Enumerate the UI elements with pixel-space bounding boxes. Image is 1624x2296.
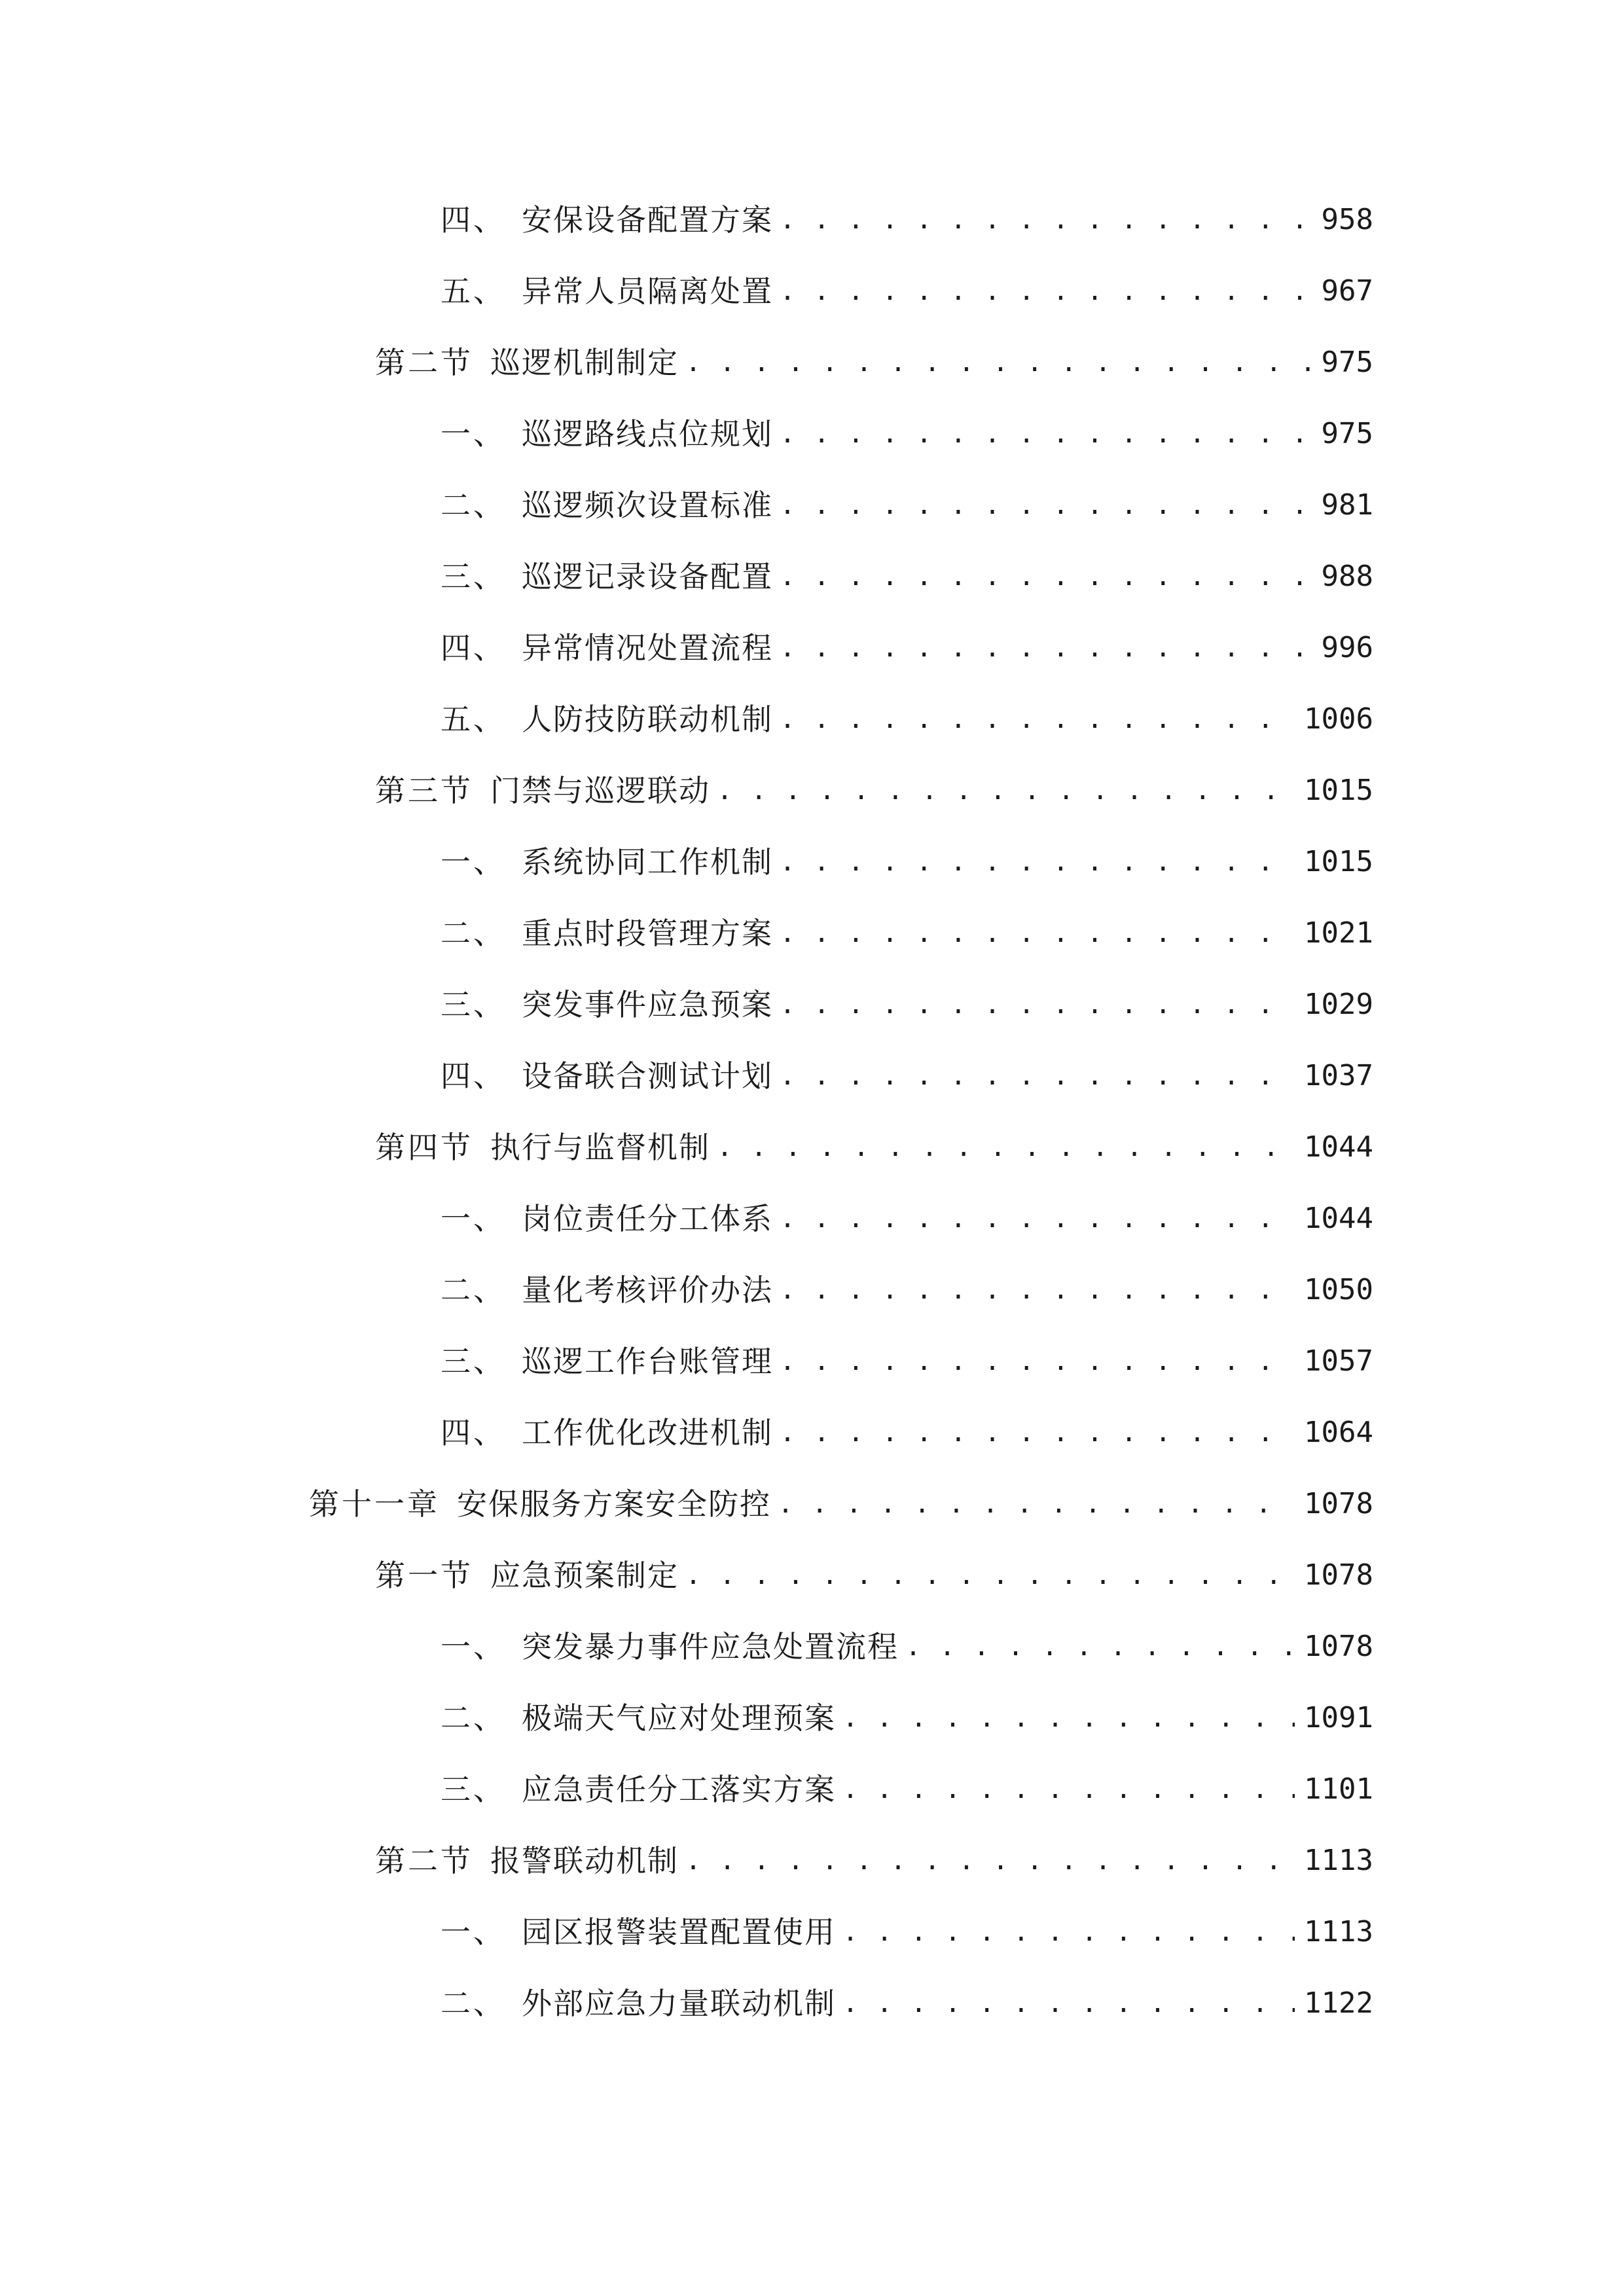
dot-leader: [780, 1407, 1295, 1459]
dot-leader: [905, 1621, 1295, 1673]
toc-entry[interactable]: [441, 1692, 1373, 1744]
toc-entry-page: 981: [1321, 488, 1373, 522]
toc-entry[interactable]: [441, 1763, 1373, 1816]
toc-entry-title: 异常人员隔离处置: [522, 274, 773, 309]
toc-entry-number: 二、: [441, 1272, 506, 1308]
dot-leader: [685, 1835, 1295, 1887]
toc-entry-title: 巡逻记录设备配置: [522, 559, 773, 594]
toc-entry[interactable]: [441, 1193, 1373, 1245]
dot-leader: [842, 1692, 1295, 1744]
toc-entry-page: 967: [1321, 274, 1373, 308]
toc-entry-number: 第十一章: [309, 1486, 440, 1522]
toc-entry[interactable]: [441, 265, 1373, 317]
toc-entry-number: 五、: [441, 274, 506, 309]
dot-leader: [780, 1050, 1295, 1102]
toc-entry-title: 执行与监督机制: [490, 1130, 710, 1165]
dot-leader: [780, 622, 1312, 674]
dot-leader: [780, 479, 1312, 531]
toc-entry[interactable]: [441, 907, 1373, 960]
toc-entry[interactable]: [441, 194, 1373, 246]
toc-entry-page: 1044: [1304, 1130, 1373, 1164]
toc-entry-page: 988: [1321, 560, 1373, 593]
dot-leader: [780, 693, 1295, 745]
toc-entry-page: 1057: [1304, 1344, 1373, 1378]
toc-entry-page: 1122: [1304, 1986, 1373, 2020]
toc-entry-title: 园区报警装置配置使用: [522, 1914, 836, 1950]
toc-entry[interactable]: [375, 764, 1373, 817]
toc-entry-title: 巡逻工作台账管理: [522, 1344, 773, 1379]
toc-entry-number: 五、: [441, 702, 506, 737]
toc-entry-page: 996: [1321, 631, 1373, 664]
dot-leader: [780, 1264, 1295, 1316]
toc-entry-number: 一、: [441, 844, 506, 880]
toc-entry-number: 一、: [441, 1201, 506, 1236]
dot-leader: [780, 907, 1295, 960]
dot-leader: [842, 1977, 1295, 2030]
dot-leader: [685, 336, 1312, 389]
toc-entry-page: 1021: [1304, 916, 1373, 950]
toc-entry-title: 突发暴力事件应急处置流程: [522, 1629, 899, 1664]
toc-entry-number: 第二节: [375, 1843, 473, 1878]
toc-entry-page: 1037: [1304, 1059, 1373, 1092]
toc-entry-title: 应急预案制定: [490, 1558, 679, 1593]
dot-leader: [842, 1763, 1295, 1816]
toc-entry-number: 第二节: [375, 345, 473, 380]
dot-leader: [780, 550, 1312, 603]
toc-entry-number: 二、: [441, 916, 506, 951]
toc-entry-page: 1113: [1304, 1915, 1373, 1948]
dot-leader: [780, 836, 1295, 888]
toc-entry[interactable]: [441, 622, 1373, 674]
toc-entry-page: 1091: [1304, 1701, 1373, 1734]
toc-entry-number: 三、: [441, 987, 506, 1022]
toc-entry-number: 一、: [441, 1629, 506, 1664]
dot-leader: [780, 978, 1295, 1031]
toc-entry-title: 异常情况处置流程: [522, 630, 773, 666]
toc-entry[interactable]: [441, 550, 1373, 603]
toc-entry-number: 第一节: [375, 1558, 473, 1593]
toc-entry-number: 四、: [441, 1058, 506, 1094]
toc-entry-title: 系统协同工作机制: [522, 844, 773, 880]
toc-entry-title: 外部应急力量联动机制: [522, 1986, 836, 2021]
toc-entry-title: 安保服务方案安全防控: [457, 1486, 771, 1522]
toc-entry[interactable]: [441, 693, 1373, 745]
toc-entry-page: 975: [1321, 346, 1373, 379]
toc-entry[interactable]: [441, 836, 1373, 888]
toc-entry[interactable]: [441, 1621, 1373, 1673]
toc-entry-number: 第三节: [375, 773, 473, 808]
dot-leader: [842, 1906, 1295, 1958]
toc-entry-title: 量化考核评价办法: [522, 1272, 773, 1308]
toc-entry-title: 极端天气应对处理预案: [522, 1700, 836, 1736]
toc-entry[interactable]: [309, 1478, 1373, 1530]
toc-entry-page: 975: [1321, 417, 1373, 450]
toc-entry-page: 1015: [1304, 845, 1373, 878]
toc-entry-page: 1078: [1304, 1558, 1373, 1592]
toc-entry-title: 门禁与巡逻联动: [490, 773, 710, 808]
toc-entry-title: 人防技防联动机制: [522, 702, 773, 737]
toc-entry-number: 四、: [441, 202, 506, 238]
toc-entry[interactable]: [441, 479, 1373, 531]
toc-entry-page: 1101: [1304, 1772, 1373, 1806]
toc-entry[interactable]: [375, 336, 1373, 389]
toc-entry-title: 巡逻路线点位规划: [522, 416, 773, 452]
dot-leader: [717, 1121, 1295, 1174]
dot-leader: [780, 265, 1312, 317]
toc-entry-page: 1113: [1304, 1844, 1373, 1877]
toc-entry[interactable]: [441, 1264, 1373, 1316]
toc-entry-page: 1078: [1304, 1630, 1373, 1663]
toc-entry-title: 巡逻频次设置标准: [522, 488, 773, 523]
toc-entry[interactable]: [375, 1549, 1373, 1602]
dot-leader: [685, 1549, 1295, 1602]
toc-entry[interactable]: [441, 1050, 1373, 1102]
toc-entry-title: 设备联合测试计划: [522, 1058, 773, 1094]
toc-entry-number: 三、: [441, 1772, 506, 1807]
toc-entry[interactable]: [441, 408, 1373, 460]
toc-entry-page: 958: [1321, 203, 1373, 236]
dot-leader: [780, 1335, 1295, 1388]
toc-entry-page: 1015: [1304, 774, 1373, 807]
toc-entry-number: 四、: [441, 1415, 506, 1450]
toc-entry-title: 岗位责任分工体系: [522, 1201, 773, 1236]
toc-entry-number: 四、: [441, 630, 506, 666]
toc-entry[interactable]: [375, 1835, 1373, 1887]
toc-entry-page: 1064: [1304, 1416, 1373, 1449]
toc-entry-number: 第四节: [375, 1130, 473, 1165]
toc-entry-title: 安保设备配置方案: [522, 202, 773, 238]
toc-entry-page: 1044: [1304, 1202, 1373, 1235]
dot-leader: [778, 1478, 1295, 1530]
toc-entry-number: 二、: [441, 488, 506, 523]
toc-entry-page: 1006: [1304, 702, 1373, 736]
dot-leader: [717, 764, 1295, 817]
toc-entry-number: 三、: [441, 1344, 506, 1379]
dot-leader: [780, 194, 1312, 246]
toc-entry-title: 报警联动机制: [490, 1843, 679, 1878]
toc-entry-number: 一、: [441, 1914, 506, 1950]
toc-entry-title: 重点时段管理方案: [522, 916, 773, 951]
toc-entry[interactable]: [441, 1906, 1373, 1958]
toc-entry[interactable]: [441, 1977, 1373, 2030]
toc-entry-page: 1050: [1304, 1273, 1373, 1306]
toc-entry-page: 1029: [1304, 988, 1373, 1021]
toc-entry-title: 突发事件应急预案: [522, 987, 773, 1022]
toc-entry[interactable]: [375, 1121, 1373, 1174]
toc-entry-title: 巡逻机制制定: [490, 345, 679, 380]
toc-entry-number: 一、: [441, 416, 506, 452]
dot-leader: [780, 408, 1312, 460]
toc-entry[interactable]: [441, 1335, 1373, 1388]
toc-entry-number: 三、: [441, 559, 506, 594]
toc-entry-title: 应急责任分工落实方案: [522, 1772, 836, 1807]
dot-leader: [780, 1193, 1295, 1245]
toc-entry-number: 二、: [441, 1700, 506, 1736]
toc-entry-title: 工作优化改进机制: [522, 1415, 773, 1450]
toc-entry[interactable]: [441, 1407, 1373, 1459]
toc-entry-page: 1078: [1304, 1487, 1373, 1520]
toc-entry[interactable]: [441, 978, 1373, 1031]
toc-entry-number: 二、: [441, 1986, 506, 2021]
